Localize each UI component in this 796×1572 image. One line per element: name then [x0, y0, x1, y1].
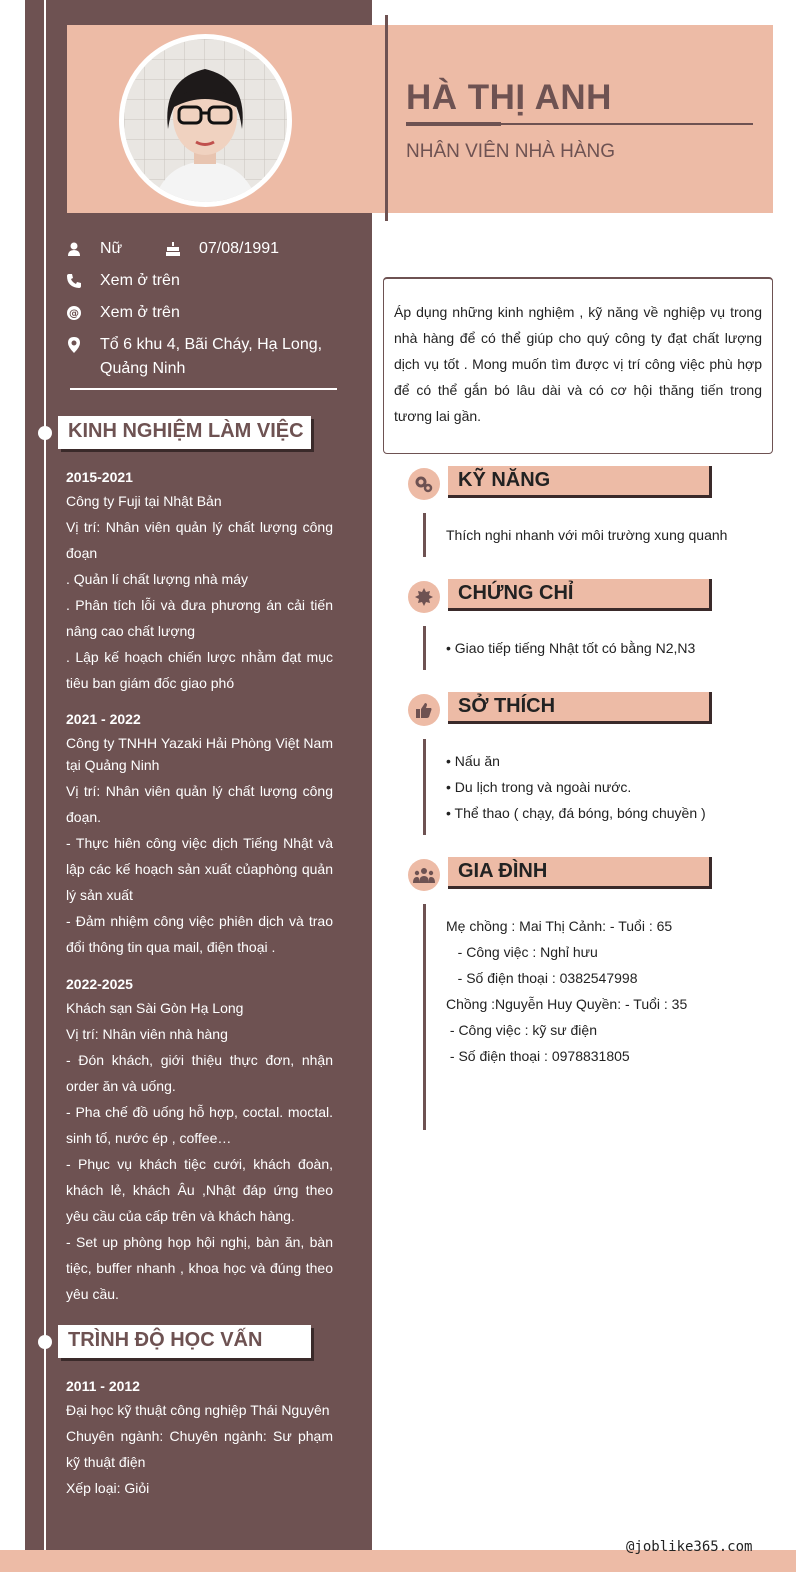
name-underline-accent: [406, 122, 501, 126]
family-item: - Số điện thoại : 0978831805: [446, 1048, 630, 1064]
education-major: Chuyên ngành: Chuyên ngành: Sư phạm kỹ thuật điện: [66, 1428, 333, 1470]
education-title: TRÌNH ĐỘ HỌC VẤN: [68, 1329, 263, 1351]
family-title: GIA ĐÌNH: [458, 860, 548, 882]
address-line-2: Quảng Ninh: [100, 360, 186, 377]
phone-text: Xem ở trên: [100, 272, 180, 289]
family-item: - Công việc : Nghỉ hưu: [446, 944, 598, 960]
certificate-icon: [408, 581, 440, 613]
hobby-item: • Du lịch trong và ngoài nước.: [446, 779, 632, 795]
cake-icon: [165, 237, 199, 261]
info-divider: [70, 388, 337, 390]
experience-line: . Phân tích lỗi và đưa phương án cải tiến nâng cao chất lượng: [66, 597, 333, 639]
thumbs-up-icon: [408, 694, 440, 726]
timeline-dot: [38, 426, 52, 440]
experience-line: Vị trí: Nhân viên quản lý chất lượng công đoạn: [66, 519, 333, 561]
education-school: Đại học kỹ thuật công nghiệp Thái Nguyên: [66, 1402, 330, 1418]
birthday-row: [165, 237, 279, 261]
experience-line: Vị trí: Nhân viên nhà hàng: [66, 1026, 228, 1042]
family-icon: [408, 859, 440, 891]
family-line: [423, 904, 426, 1130]
family-item: - Công việc : kỹ sư điện: [446, 1022, 597, 1038]
experience-company: Khách sạn Sài Gòn Hạ Long: [66, 1000, 244, 1016]
experience-line: - Đảm nhiệm công việc phiên dịch và trao đổi thông tin qua mail, điện thoại .: [66, 913, 333, 955]
hobby-item: • Nấu ăn: [446, 753, 500, 769]
birthday-text: 07/08/1991: [199, 240, 280, 257]
certificates-heading: [448, 579, 712, 611]
candidate-name: HÀ THỊ ANH: [406, 78, 612, 117]
experience-item: [66, 466, 333, 696]
certificate-item: • Giao tiếp tiếng Nhật tốt có bằng N2,N3: [446, 640, 696, 656]
skills-line: [423, 513, 426, 557]
address-line-1: Tổ 6 khu 4, Bãi Cháy, Hạ Long,: [100, 336, 323, 353]
header-divider: [385, 15, 388, 221]
email-icon: [66, 301, 100, 325]
timeline-dot: [38, 1335, 52, 1349]
hobbies-title: SỞ THÍCH: [458, 695, 556, 717]
job-title: NHÂN VIÊN NHÀ HÀNG: [406, 141, 616, 162]
experience-item: [66, 973, 333, 1307]
hobbies-heading: [448, 692, 712, 724]
experience-line: . Quản lí chất lượng nhà máy: [66, 571, 248, 587]
experience-line: . Lập kế hoạch chiến lược nhằm đạt mục tiêu ban giám đốc giao phó: [66, 649, 333, 691]
experience-heading: [58, 416, 311, 449]
avatar: [119, 34, 292, 207]
experience-line: - Thực hiên công việc dịch Tiếng Nhật và lập các kế hoạch sản xuất củaphòng quản lý sản xuất: [66, 835, 333, 903]
education-rank: Xếp loại: Giỏi: [66, 1480, 150, 1496]
hobbies-line: [423, 739, 426, 835]
gender-text: Nữ: [100, 240, 123, 257]
experience-line: - Đón khách, giới thiệu thực đơn, nhận order ăn và uống.: [66, 1052, 333, 1094]
watermark: @joblike365.com: [626, 1539, 753, 1555]
email-row: [66, 301, 180, 325]
gender-row: [66, 237, 122, 261]
experience-years: 2021 - 2022: [66, 711, 141, 727]
email-text: Xem ở trên: [100, 304, 180, 321]
family-item: - Số điện thoại : 0382547998: [446, 970, 638, 986]
family-heading: [448, 857, 712, 889]
career-objective: Áp dụng những kinh nghiệm , kỹ năng về nghiệp vụ trong nhà hàng để có thể giúp cho quý công ty đạt chất lượng dịch vụ tốt . Mong muốn tìm được vị trí công việc phù hợp để có thể gắn bó lâu dài và có cơ hội thăng tiến trong tương lai gần.: [383, 277, 773, 454]
experience-line: - Pha chế đồ uống hỗ hợp, coctal. moctal. sinh tố, nước ép , coffee…: [66, 1104, 333, 1146]
address-text: [100, 333, 322, 381]
experience-years: 2022-2025: [66, 976, 133, 992]
experience-line: - Set up phòng họp hội nghị, bàn ăn, bàn tiệc, buffer nhanh , khoa học và đúng theo yêu cầu.: [66, 1234, 333, 1302]
gears-icon: [408, 468, 440, 500]
education-heading: [58, 1325, 311, 1358]
education-years: 2011 - 2012: [66, 1378, 140, 1394]
family-item: Chồng :Nguyễn Huy Quyền: - Tuổi : 35: [446, 996, 688, 1012]
experience-item: [66, 708, 333, 960]
hobby-item: • Thể thao ( chạy, đá bóng, bóng chuyền ): [446, 805, 706, 821]
certificates-line: [423, 626, 426, 670]
svg-text:@: @: [69, 308, 79, 320]
experience-line: - Phục vụ khách tiệc cưới, khách đoàn, khách lẻ, khách Âu ,Nhật đáp ứng theo yêu cầu của cấp trên và khách hàng.: [66, 1156, 333, 1224]
skills-title: KỸ NĂNG: [458, 469, 551, 491]
phone-row: [66, 269, 180, 293]
experience-title: KINH NGHIỆM LÀM VIỆC: [68, 420, 304, 442]
experience-line: Vị trí: Nhân viên quản lý chất lượng công đoạn.: [66, 783, 333, 825]
experience-company: Công ty TNHH Yazaki Hải Phòng Việt Nam tại Quảng Ninh: [66, 735, 333, 773]
phone-icon: [66, 269, 100, 293]
user-icon: [66, 237, 100, 261]
family-item: Mẹ chồng : Mai Thị Cảnh: - Tuổi : 65: [446, 918, 673, 934]
experience-company: Công ty Fuji tại Nhật Bản: [66, 493, 222, 509]
certificates-title: CHỨNG CHỈ: [458, 582, 574, 604]
experience-years: 2015-2021: [66, 469, 133, 485]
skills-heading: [448, 466, 712, 498]
education-item: [66, 1375, 333, 1501]
location-icon: [66, 333, 100, 357]
address-row: [66, 333, 322, 381]
skill-item: Thích nghi nhanh với môi trường xung quanh: [446, 527, 728, 543]
